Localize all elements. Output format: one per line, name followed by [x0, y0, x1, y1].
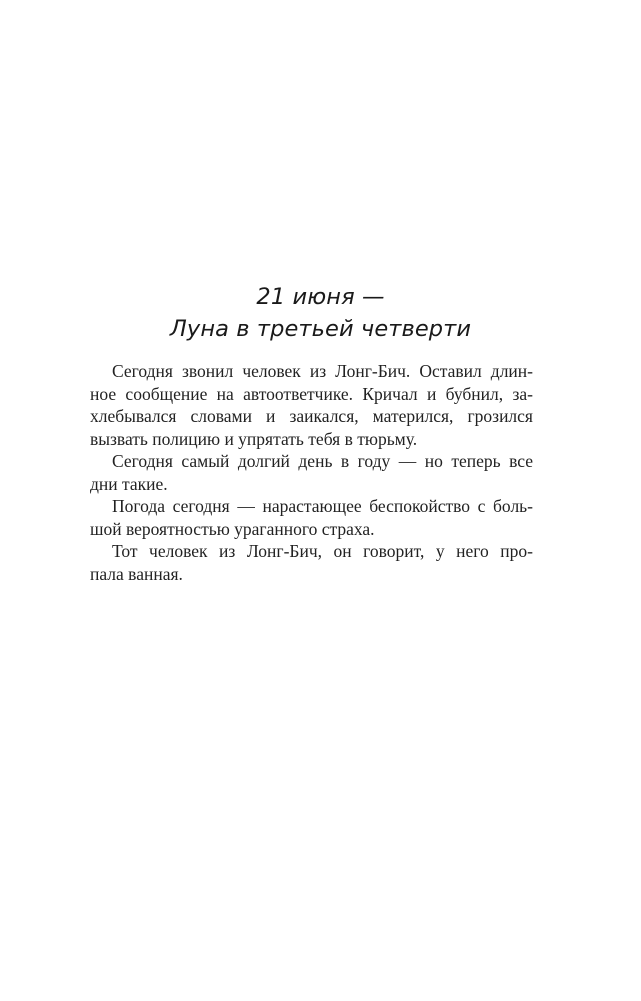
text-line: Погода сегодня — нарастающее беспокойство с боль-	[112, 496, 533, 516]
text-line: вызвать полицию и упрятать тебя в тюрьму.	[90, 428, 418, 449]
paragraph	[90, 450, 533, 495]
paragraph	[90, 540, 533, 585]
chapter-heading-date: 21 июня —	[256, 284, 385, 310]
text-line: ное сообщение на автоответчике. Кричал и бубнил, за-	[90, 383, 533, 404]
paragraph	[90, 360, 533, 450]
text-line: шой вероятностью ураганного страха.	[90, 518, 375, 539]
text-line: Тот человек из Лонг-Бич, он говорит, у него про-	[112, 541, 533, 561]
text-line: пала ванная.	[90, 563, 183, 584]
paragraph	[90, 495, 533, 540]
chapter-heading-subtitle: Луна в третьей четверти	[169, 316, 472, 342]
text-line: Сегодня звонил человек из Лонг-Бич. Оставил длин-	[112, 361, 533, 381]
chapter-heading	[100, 281, 541, 345]
body-text	[90, 360, 533, 585]
text-line: хлебывался словами и заикался, матерился, грозился	[90, 406, 533, 426]
text-line: Сегодня самый долгий день в году — но теперь все	[112, 451, 533, 471]
text-line: дни такие.	[90, 473, 168, 494]
